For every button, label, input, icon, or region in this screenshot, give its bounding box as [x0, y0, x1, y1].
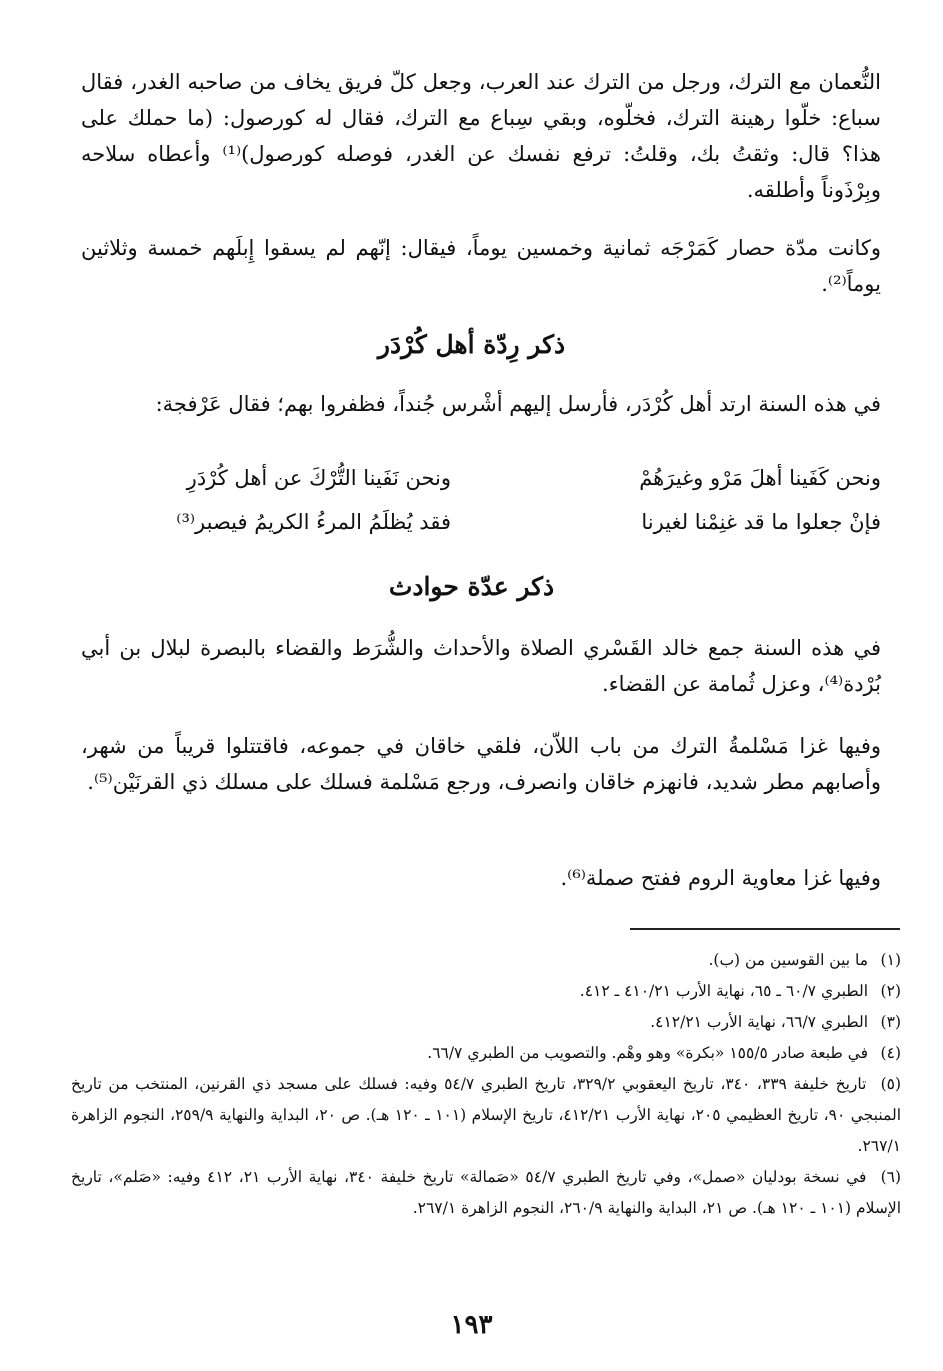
footnote-3 [71, 1007, 901, 1038]
footnote-3-number: (٣) [880, 1013, 901, 1031]
footnote-6 [71, 1162, 901, 1224]
paragraph-3: في هذه السنة ارتد أهل كُرْدَر، فأرسل إليهم أشْرس جُنداً، فظفروا بهم؛ فقال عَرْفجة: [155, 392, 881, 416]
footnote-2 [71, 976, 901, 1007]
footnote-4-text: في طبعة صادر ١٥٥/٥ «بكرة» وهو وهْم. والتصويب من الطبري ٦٦/٧. [427, 1044, 869, 1062]
footnote-4-number: (٤) [880, 1044, 901, 1062]
footnote-5-number: (٥) [880, 1075, 902, 1093]
paragraph-2: وكانت مدّة حصار كَمَرْجَه ثمانية وخمسين يوماً، فيقال: إنّهم لم يسقوا إِبلَهم خمسة وثلاثين يوماً⁽²⁾. [81, 236, 881, 296]
footnote-6-text: في نسخة بودليان «صمل»، وفي تاريخ الطبري ٥٤/٧ «صَمالة» تاريخ خليفة ٣٤٠، نهاية الأرب ٢١، ٤١٢ وفيه: «صَلم»، تاريخ الإسلام (١٠١ ـ ١٢٠ هـ). ص ٢١، البداية والنهاية ٢٦٠/٩، النجوم الزاهرة ٢٦٧/١. [71, 1168, 901, 1217]
verse-2-second-hemistich: فقد يُظلَمُ المرءُ الكريمُ فيصبر⁽³⁾ [176, 510, 451, 534]
footnote-separator [630, 928, 900, 930]
footnote-1 [71, 945, 901, 976]
footnote-2-text: الطبري ٦٠/٧ ـ ٦٥، نهاية الأرب ٤١٠/٢١ ـ ٤١٢. [579, 982, 869, 1000]
footnote-5-text: تاريخ خليفة ٣٣٩، ٣٤٠، تاريخ اليعقوبي ٣٢٩/٢، تاريخ الطبري ٥٤/٧ وفيه: فسلك على مسجد ذي القرنين، المنتخب من تاريخ المنبجي ٩٠، تاريخ العظيمي ٢٠٥، نهاية الأرب ٤١٢/٢١، تاريخ الإسلام (١٠١ ـ ١٢٠ هـ). ص ٢٠، البداية والنهاية ٢٥٩/٩، النجوم الزاهرة ٢٦٧/١. [71, 1075, 902, 1155]
verse-1-second-hemistich: ونحن نَفَينا التُّرْكَ عن أهل كُرْدَرِ [186, 466, 451, 490]
verse-1-first-hemistich: ونحن كَفَينا أهلَ مَرْو وغيرَهُمْ [639, 466, 881, 490]
paragraph-5: وفيها غزا مَسْلمةُ الترك من باب اللاّن، فلقي خاقان في جموعه، فاقتتلوا قريباً من شهر، وأصابهم مطر شديد، فانهزم خاقان وانصرف، ورجع مَسْلمة فسلك على مسلك ذي القرنَيْن⁽⁵⁾. [81, 734, 881, 794]
page-number: ١٩٣ [450, 1310, 493, 1340]
paragraph-6: وفيها غزا معاوية الروم ففتح صملة⁽⁶⁾. [560, 866, 881, 890]
footnote-1-number: (١) [880, 951, 901, 969]
verse-line-1 [81, 466, 881, 506]
verse-2-first-hemistich: فإنْ جعلوا ما قد غنِمْنا لغيرنا [641, 510, 881, 534]
footnote-5 [71, 1069, 901, 1162]
footnote-4 [71, 1038, 901, 1069]
section-heading-kurdar: ذكر رِدّة أهل كُرْدَر [377, 330, 566, 359]
paragraph-1: النُّعمان مع الترك، ورجل من الترك عند العرب، وجعل كلّ فريق يخاف من صاحبه الغدر، فقال سباع: خلّوا رهينة الترك، فخلّوه، وبقي سِباع مع الترك، فقال له كورصول: (ما حملك على هذا؟ قال: وثقتُ بك، وقلتُ: ترفع نفسك عن الغدر، فوصله كورصول)⁽¹⁾ وأعطاه سلاحه وبِرْذَوناً وأطلقه. [81, 70, 881, 202]
footnote-1-text: ما بين القوسين من (ب). [708, 951, 869, 969]
footnote-3-text: الطبري ٦٦/٧، نهاية الأرب ٤١٢/٢١. [650, 1013, 869, 1031]
section-heading-events: ذكر عدّة حوادث [388, 572, 555, 601]
paragraph-4: في هذه السنة جمع خالد القَسْري الصلاة والأحداث والشُّرَط والقضاء بالبصرة لبلال بن أبي بُرْدة⁽⁴⁾، وعزل ثُمامة عن القضاء. [81, 636, 881, 696]
footnote-2-number: (٢) [880, 982, 901, 1000]
footnote-6-number: (٦) [880, 1168, 902, 1186]
verse-line-2 [81, 510, 881, 550]
